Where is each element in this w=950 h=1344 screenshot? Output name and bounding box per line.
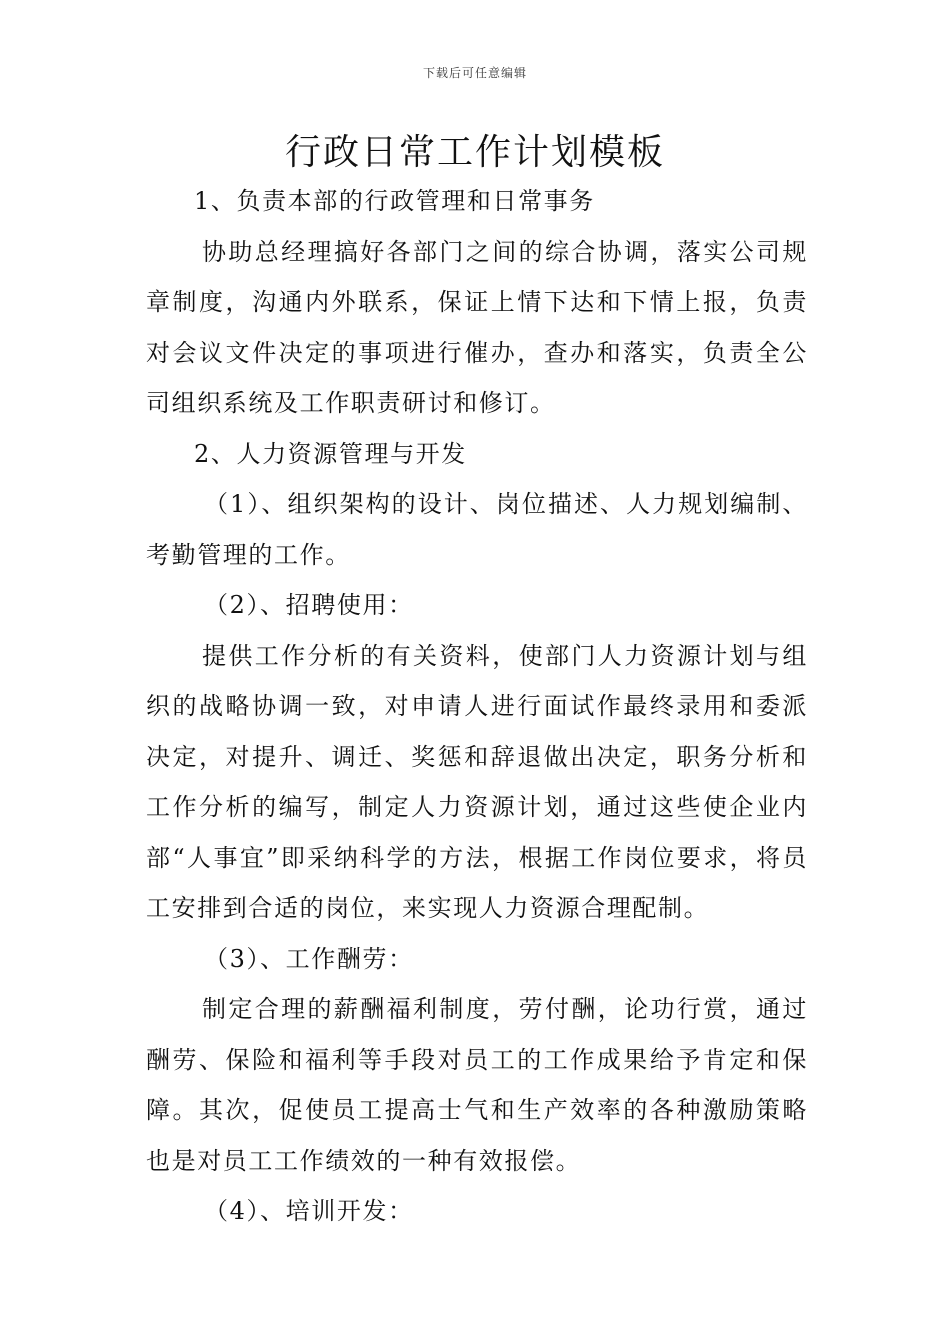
section-heading: 1、负责本部的行政管理和日常事务 (194, 187, 595, 215)
document-body (146, 176, 808, 1237)
section-heading: 2、人力资源管理与开发 (194, 439, 467, 468)
subsection-item: （1）、组织架构的设计、岗位描述、人力规划编制、考勤管理的工作。 (146, 490, 808, 569)
document-title: 行政日常工作计划模板 (284, 132, 665, 173)
subsection-heading: （3）、工作酬劳： (204, 944, 414, 973)
body-paragraph: 制定合理的薪酬福利制度，劳付酬，论功行赏，通过酬劳、保险和福利等手段对员工的工作成果给予肯定和保障。其次，促使员工提高士气和生产效率的各种激励策略也是对员工工作绩效的一种有效报偿。 (146, 995, 808, 1175)
body-paragraph: 协助总经理搞好各部门之间的综合协调，落实公司规章制度，沟通内外联系，保证上情下达和下情上报，负责对会议文件决定的事项进行催办，查办和落实，负责全公司组织系统及工作职责研讨和修订。 (146, 237, 808, 417)
header-note: 下载后可任意编辑 (422, 66, 527, 80)
subsection-heading: （2）、招聘使用： (204, 591, 414, 619)
subsection-heading: （4）、培训开发： (204, 1197, 414, 1225)
body-paragraph: 提供工作分析的有关资料，使部门人力资源计划与组织的战略协调一致，对申请人进行面试作最终录用和委派决定，对提升、调迁、奖惩和辞退做出决定，职务分析和工作分析的编写，制定人力资源计划，通过这些使企业内部“人事宜”即采纳科学的方法，根据工作岗位要求，将员工安排到合适的岗位，来实现人力资源合理配制。 (146, 641, 808, 922)
